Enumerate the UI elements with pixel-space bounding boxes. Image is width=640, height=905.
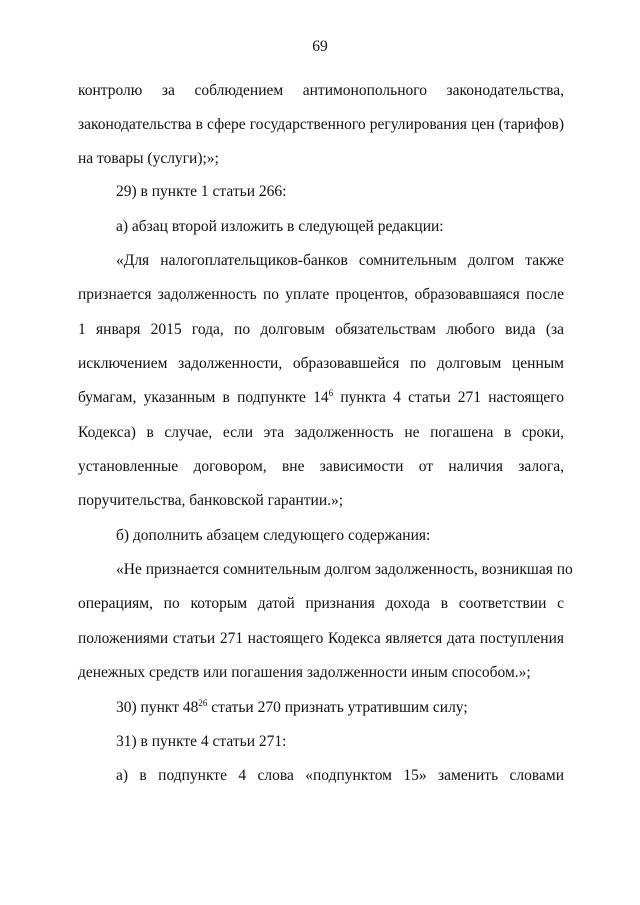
text-line-11: Кодекса) в случае, если эта задолженность не погашена в сроки, xyxy=(78,424,564,441)
text-line-4: 29) в пункте 1 статьи 266: xyxy=(116,183,287,200)
text-line-20: 31) в пункте 4 статьи 271: xyxy=(116,733,287,750)
text-line-8: 1 января 2015 года, по долговым обязательствам любого вида (за xyxy=(78,321,564,338)
text-line-21: а) в подпункте 4 слова «подпунктом 15» заменить словами xyxy=(116,767,564,784)
text-line-15: «Не признается сомнительным долгом задолженность, возникшая по xyxy=(116,561,573,578)
text-line-1: контролю за соблюдением антимонопольного законодательства, xyxy=(78,82,564,99)
superscript: 6 xyxy=(328,388,334,398)
text-line-13: поручительства, банковской гарантии.»; xyxy=(78,492,344,509)
text-line-9: исключением задолженности, образовавшейся по долговым ценным xyxy=(78,355,564,372)
text-line-3: на товары (услуги);»; xyxy=(78,150,219,167)
text-line-7: признается задолженность по уплате процентов, образовавшаяся после xyxy=(78,286,564,303)
text-line-17: положениями статьи 271 настоящего Кодекса является дата поступления xyxy=(78,630,564,647)
text-line-2: законодательства в сфере государственного регулирования цен (тарифов) xyxy=(78,116,564,133)
text-line-5: а) абзац второй изложить в следующей редакции: xyxy=(116,218,444,235)
text-line-19 xyxy=(116,698,564,718)
superscript: 26 xyxy=(198,698,208,708)
text-line-10-part-a: бумагам, указанным в подпункте 14 xyxy=(78,389,329,406)
text-line-16: операциям, по которым датой признания дохода в соответствии с xyxy=(78,595,564,612)
text-line-12: установленные договором, вне зависимости от наличия залога, xyxy=(78,458,564,475)
text-line-6: «Для налогоплательщиков-банков сомнительным долгом также xyxy=(116,252,564,269)
text-line-10-part-b: пункта 4 статьи 271 настоящего xyxy=(333,389,564,406)
text-line-14: б) дополнить абзацем следующего содержания: xyxy=(116,527,431,544)
text-line-19-part-b: статьи 270 признать утратившим силу; xyxy=(207,699,468,716)
text-line-19-part-a: 30) пункт 48 xyxy=(116,699,199,716)
text-line-10 xyxy=(78,388,564,408)
page-number: 69 xyxy=(312,38,328,55)
text-line-18: денежных средств или погашения задолженности иным способом.»; xyxy=(78,664,531,681)
